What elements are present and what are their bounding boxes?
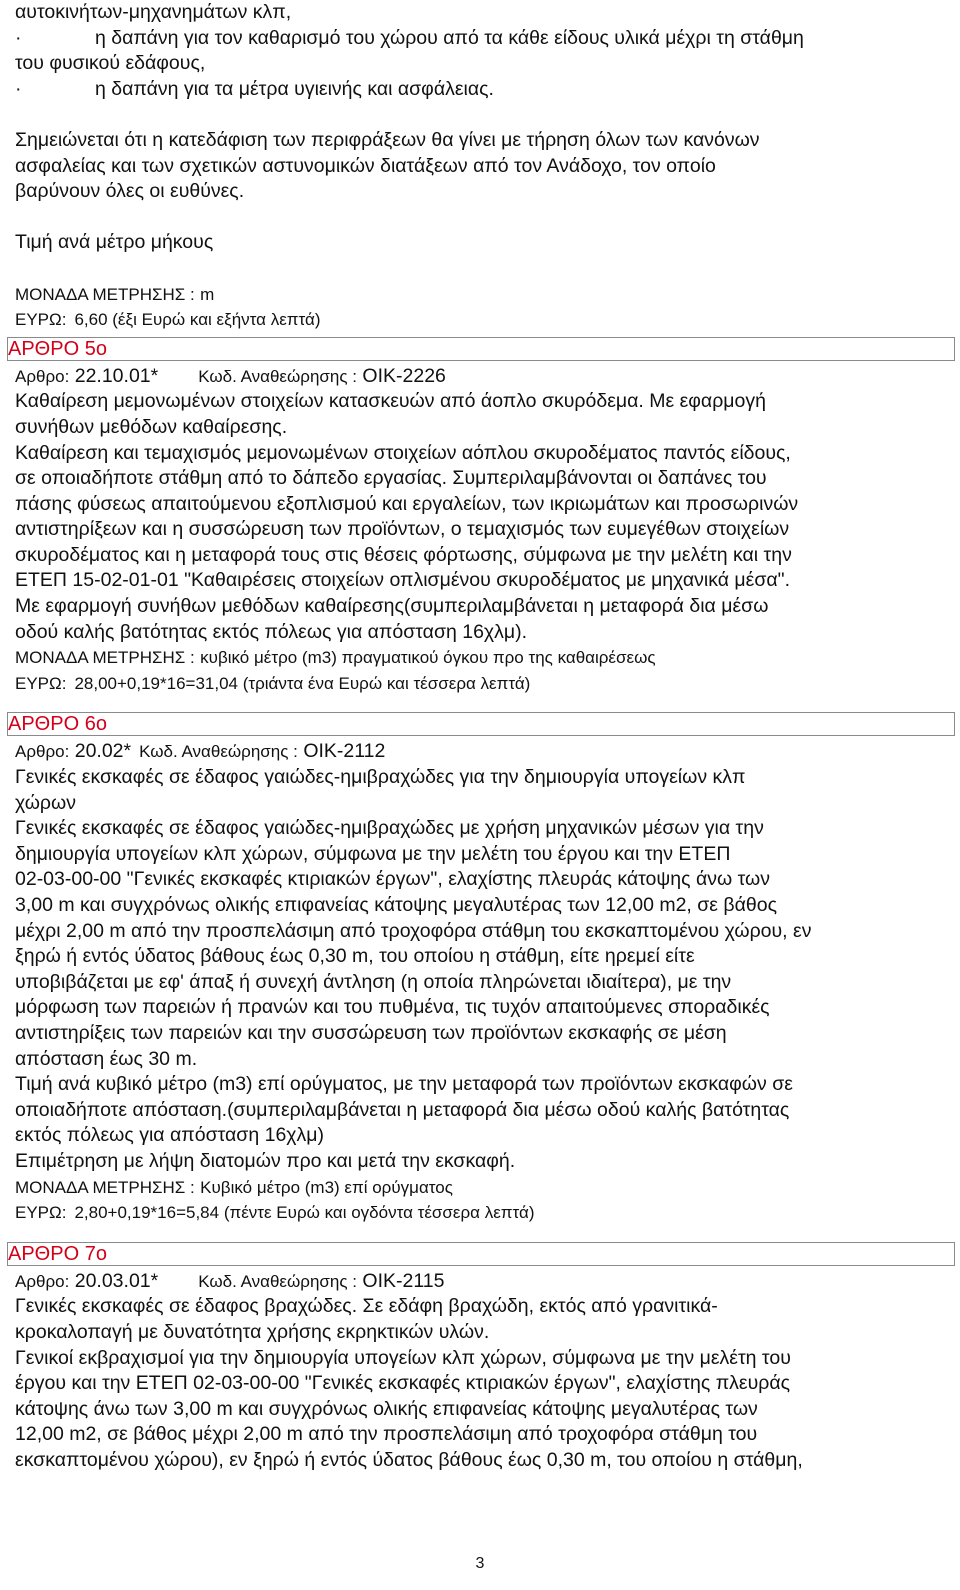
body-line: οδού καλής βατότητας εκτός πόλεως για απόσταση 16χλμ). [15,620,528,643]
body-line: απόσταση έως 30 m. [15,1047,198,1070]
article-body [15,1294,950,1473]
bullet-symbol: · [15,77,22,100]
euro-value: 6,60 (έξι Ευρώ και εξήντα λεπτά) [74,310,321,330]
article-header-7 [7,1242,955,1266]
price-line: Τιμή ανά μέτρο μήκους [15,231,214,254]
note-line: Σημειώνεται ότι η κατεδάφιση των περιφράξεων θα γίνει με τήρηση όλων των κανόνων [15,128,760,151]
intro-line: αυτοκινήτων-μηχανημάτων κλπ, [15,1,292,23]
bullet-item: · η δαπάνη για τον καθαρισμό του χώρου από τα κάθε είδους υλικά μέχρι τη στάθμη [15,26,950,52]
body-line: 3,00 m και συγχρόνως ολικής επιφανείας κάτοψης μεγαλυτέρας των 12,00 m2, σε βάθος [15,894,777,916]
body-line: Γενικές εκσκαφές σε έδαφος γαιώδες-ημιβραχώδες για την δημιουργία υπογείων κλπ [15,766,746,789]
body-line: Γενικές εκσκαφές σε έδαφος γαιώδες-ημιβραχώδες με χρήση μηχανικών μέσων για την [15,817,764,840]
body-line: Με εφαρμογή συνήθων μεθόδων καθαίρεσης(συμπεριλαμβάνεται η μεταφορά δια μέσω [15,595,769,618]
body-line: κροκαλοπαγή με δυνατότητα χρήσης εκρηκτικών υλών. [15,1320,490,1343]
note-line: βαρύνουν όλες οι ευθύνες. [15,180,245,203]
body-line: αντιστηρίξεις των παρειών και την συσσώρευση των προϊόντων εκσκαφής σε μέση [15,1021,727,1044]
body-line: οποιαδήποτε απόσταση.(συμπεριλαμβάνεται η μεταφορά δια μέσω οδού καλής βατότητας [15,1098,790,1121]
body-line: Γενικές εκσκαφές σε έδαφος βραχώδες. Σε εδάφη βραχώδη, εκτός από γρανιτικά- [15,1295,718,1318]
body-line: πάσης φύσεως απαιτούμενου εξοπλισμού και εργαλείων, των ικριωμάτων και προσωρινών [15,492,799,515]
body-line: ξηρώ ή εντός ύδατος βάθους έως 0,30 m, του οποίου η στάθμη, είτε ηρεμεί είτε [15,945,695,968]
euro-line: ΕΥΡΩ: 2,80+0,19*16=5,84 (πέντε Ευρώ και ογδόντα τέσσερα λεπτά) [15,1203,535,1223]
body-line: αντιστηρίξεων και η συσσώρευση των προϊόντων, ο τεμαχισμός των ευμεγέθων στοιχείων [15,518,790,541]
document-page [8,0,950,1473]
body-line: Καθαίρεση μεμονωμένων στοιχείων κατασκευών από άοπλο σκυρόδεμα. Με εφαρμογή [15,390,766,413]
article-header-5 [7,337,955,361]
body-line: μόρφωση των παρειών ή πρανών και του πυθμένα, τις τυχόν απαιτούμενες σποραδικές [15,996,770,1019]
unit-line: ΜΟΝΑΔΑ ΜΕΤΡΗΣΗΣ : Κυβικό μέτρο (m3) επί ορύγματος [15,1177,453,1197]
page-number: 3 [475,1555,485,1572]
euro-label: ΕΥΡΩ: [15,310,67,330]
unit-line [15,282,950,308]
article-title: ΑΡΘΡΟ 6ο [8,713,107,736]
body-line: σε οποιαδήποτε στάθμη από το δάπεδο εργασίας. Συμπεριλαμβάνονται οι δαπάνες του [15,467,767,490]
body-line: συνήθων μεθόδων καθαίρεσης. [15,415,288,438]
body-line: έργου και την ΕΤΕΠ 02-03-00-00 "Γενικές εκσκαφές κτιριακών έργων", ελαχίστης πλευράς [15,1372,791,1395]
body-line: υποβιβάζεται με εφ' άπαξ ή συνεχή άντληση (η οποία πληρώνεται ιδιαίτερα), με την [15,970,732,993]
body-line: κάτοψης άνω των 3,00 m και συγχρόνως ολικής επιφανείας κάτοψης μεγαλυτέρας των [15,1397,758,1420]
article-title: ΑΡΘΡΟ 7ο [8,1242,107,1265]
note-line: ασφαλείας και των σχετικών αστυνομικών διατάξεων από τον Ανάδοχο, τον οποίο [15,154,716,177]
body-line: εκτός πόλεως για απόσταση 16χλμ) [15,1124,325,1147]
body-line: μέχρι 2,00 m από την προσπελάσιμη από τροχοφόρα στάθμη του εκσκαπτομένου χώρου, εν [15,919,812,942]
euro-line: ΕΥΡΩ: 28,00+0,19*16=31,04 (τριάντα ένα Ευρώ και τέσσερα λεπτά) [15,673,531,693]
body-line: εκσκαπτομένου χώρου), εν ξηρώ ή εντός ύδατος βάθους έως 0,30 m, του οποίου η στάθμη, [15,1448,803,1471]
body-line: 12,00 m2, σε βάθος μέχρι 2,00 m από την προσπελάσιμη από τροχοφόρα στάθμη του [15,1423,758,1446]
body-line: σκυροδέματος και η μεταφορά τους στις θέσεις φόρτωσης, σύμφωνα με την μελέτη και την [15,543,792,566]
unit-value: m [200,284,215,304]
body-line: δημιουργία υπογείων κλπ χώρων, σύμφωνα με την μελέτη του έργου και την ΕΤΕΠ [15,842,731,865]
bullet-symbol: · [15,26,22,49]
article-meta: Αρθρο: 20.02* Κωδ. Αναθεώρησης : ΟΙΚ-2112 [15,740,386,763]
unit-label: ΜΟΝΑΔΑ ΜΕΤΡΗΣΗΣ : [15,284,195,304]
bullet-item: · η δαπάνη για τα μέτρα υγιεινής και ασφάλειας. [15,77,950,103]
article-body [15,765,950,1175]
article-header-6 [7,712,955,736]
unit-line: ΜΟΝΑΔΑ ΜΕΤΡΗΣΗΣ : κυβικό μέτρο (m3) πραγματικού όγκου προ της καθαιρέσεως [15,648,656,668]
body-line: 02-03-00-00 "Γενικές εκσκαφές κτιριακών έργων", ελαχίστης πλευράς κάτοψης άνω των [15,868,771,891]
bullet-continuation: του φυσικού εδάφους, [15,52,206,75]
article-title: ΑΡΘΡΟ 5ο [8,337,107,360]
article-body [15,389,950,645]
article-meta: Αρθρο: 22.10.01* Κωδ. Αναθεώρησης : ΟΙΚ-2226 [15,364,446,387]
euro-line [15,307,950,333]
body-line: Τιμή ανά κυβικό μέτρο (m3) επί ορύγματος, με την μεταφορά των προϊόντων εκσκαφών σε [15,1073,793,1096]
body-line: Καθαίρεση και τεμαχισμός μεμονωμένων στοιχείων αόπλου σκυροδέματος παντός είδους, [15,441,791,464]
body-line: Επιμέτρηση με λήψη διατομών προ και μετά την εκσκαφή. [15,1149,516,1172]
body-line: ΕΤΕΠ 15-02-01-01 "Καθαιρέσεις στοιχείων οπλισμένου σκυροδέματος με μηχανικά μέσα". [15,569,791,592]
article-meta: Αρθρο: 20.03.01* Κωδ. Αναθεώρησης : ΟΙΚ-2115 [15,1269,445,1292]
body-line: χώρων [15,791,77,814]
body-line: Γενικοί εκβραχισμοί για την δημιουργία υπογείων κλπ χώρων, σύμφωνα με την μελέτη του [15,1346,791,1369]
